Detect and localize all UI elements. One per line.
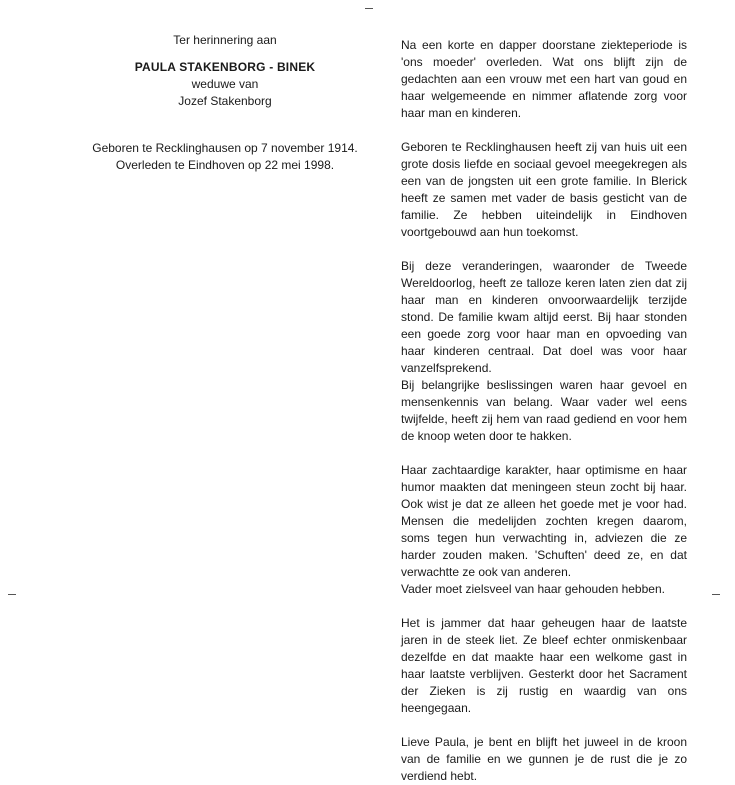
- relation-line: weduwe van: [191, 77, 259, 91]
- paragraph: Het is jammer dat haar geheugen haar de laatste jaren in de steek liet. Ze bleef echter onmiskenbaar dezelfde en dat maakte haar een welkome gast in haar laatste verblijven. Gesterkt door het Sacrament der Zieken is zij rustig en waardig van ons heengegaan.: [401, 616, 687, 715]
- paragraph: Geboren te Recklinghausen heeft zij van huis uit een grote dosis liefde en sociaal gevoel meegekregen als een van de jongsten uit een grote familie. In Blerick heeft ze samen met vader de basis gesticht van de familie. Ze hebben uiteindelijk in Eindhoven voortgebouwd aan hun toekomst.: [401, 140, 687, 239]
- death-line: Overleden te Eindhoven op 22 mei 1998.: [115, 158, 335, 172]
- left-column: [60, 32, 390, 174]
- paragraph: Haar zachtaardige karakter, haar optimisme en haar humor maakten dat meningeen steun zocht bij haar. Ook wist je dat ze alleen het goede met je voor had. Mensen die medelijden zochten kregen daarom, soms tegen hun verwachting in, adviezen die ze harder zouden maken. 'Schuften' deed ze, en dat verwachtte ze ook van anderen.: [401, 463, 687, 579]
- deceased-name: PAULA STAKENBORG - BINEK: [134, 60, 316, 74]
- paragraph: Vader moet zielsveel van haar gehouden hebben.: [401, 582, 665, 596]
- spouse-name: Jozef Stakenborg: [178, 94, 272, 108]
- fold-mark-top: [365, 8, 373, 9]
- right-column: [401, 37, 687, 785]
- birth-line: Geboren te Recklinghausen op 7 november 1914.: [92, 141, 358, 155]
- fold-mark-bottom-right: [712, 594, 720, 595]
- paragraph: Bij deze veranderingen, waaronder de Tweede Wereldoorlog, heeft ze talloze keren laten zien dat zij haar man en kinderen onvoorwaardelijk terzijde stond. De familie kwam altijd eerst. Bij haar stonden een goede zorg voor haar man en opvoeding van haar kinderen centraal. Dat doel was voor haar vanzelfsprekend.: [401, 259, 687, 375]
- fold-mark-bottom-left: [8, 594, 16, 595]
- paragraph: Na een korte en dapper doorstane ziekteperiode is 'ons moeder' overleden. Wat ons blijft zijn de gedachten aan een vrouw met een hart van goud en haar welgemeende en nimmer aflatende zorg voor haar man en kinderen.: [401, 38, 687, 120]
- paragraph: Bij belangrijke beslissingen waren haar gevoel en mensenkennis van belang. Waar vader wel eens twijfelde, heeft zij hem van raad gediend en voor hem de knoop weten door te hakken.: [401, 378, 687, 443]
- paragraph: Lieve Paula, je bent en blijft het juweel in de kroon van de familie en we gunnen je de rust die je zo verdiend hebt.: [401, 735, 687, 783]
- intro-line: Ter herinnering aan: [173, 33, 277, 47]
